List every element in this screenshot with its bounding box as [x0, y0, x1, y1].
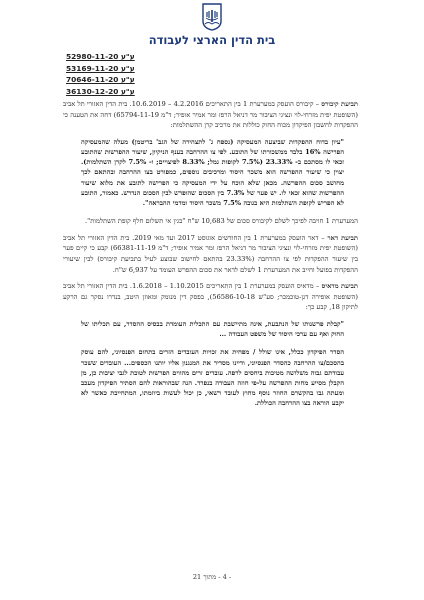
paragraph-text: – קיבורס הועסק במערערת 1 בין התאריכים 4.2.2016 – 10.6.2019. בית הדין האזורי תל אביב (השופטת יפית מזרחי-לוי ונציגי הציבור מר דניאל הרפז ומר אמיר אופיר; ד"מ 65794-11-19) דחה את הטענה כי ההפקדות לחשבון הפיקדון מכוח החוק כוללות את מרכיב קרן ההשתלמות: [63, 100, 358, 130]
section-heading: תביעת דאר [327, 233, 358, 242]
section-heading: תביעת מדאיס [321, 282, 358, 291]
page-number: - 4 - מתוך 21 [192, 573, 232, 581]
case-number: ע"ע 36130-12-20 [66, 86, 135, 96]
court-name: בית הדין הארצי לעבודה [148, 33, 276, 47]
quoted-ruling: "קבלת פרשנותו של הנתבעת, אינה מתיישבת עם התכלית העומדת בבסיס ההסדר, עם תכליתו של החוק ואף עם ערכי היסוד של משפט העבודה ... [81, 319, 344, 339]
quoted-ruling: הסדר הפיקדון ככלל, אינו שולל / מפחית את זכויות העובדים הזרים בתחום הפנסיוני, להם עוסק בהסכם/צו ההרחבה כהסדר הפנסיוני, ודיינו מסדיר את המנגנון אליו יותנו הכספים... העובדים ששכר עבודתם גבוה משלושה מטיבות ביחסים לרפה. עובדים זרים מהווים הפרשות לטובת לגבי יציבות כן, מן הקבלן מסייע מחות ההפרשה על-פי חוזה העבודה בנפרד. הנה שבהוראות להם הסתיר הפיקדון מעכב ומעתה גבו בהקשרם החוזר נוסף מחוץ לעובד רשאי, כן יכול לעשות ביוזמתו, המתחייבת כאשר לא יקבע הוראה בצו ההרחבה הכוללת. [81, 348, 344, 408]
paragraph-text: – מדאיס הועסק במערערת 1 בין התאריכים 1.10.2015 – 1.6.2018. בית הדין האזורי תל אביב (השופטת אופירה דגן-טוכמכר; סע"ש 56586-10-18), בפסק דין מנומק ומאוזן היטב, בנדרו נסקר גם הרקע לתיקון 18, קבע כך: [63, 282, 358, 312]
document-body [63, 99, 358, 570]
case-number: ע"ע 70646-11-20 [66, 75, 135, 84]
state-emblem-icon [201, 3, 223, 31]
case-numbers [66, 51, 186, 97]
case-number: ע"ע 53169-11-20 [66, 63, 135, 73]
quoted-ruling: "עיון בדוח ההפקדות שביצעה המעסיקה (נספח ג' לתצהירה של הגב' בריטמן) מעלה שהמעסיקה הפרישה 16% בלבד ממשכורתו של התובע. לפי צו ההרחבה בענף הניקיון, שיעור ההפרשות שהתובע זכאי לו מסתכם ב- 23.33% (7.5% לקופות גמל; 8.33% לפיצויים; ו- 7.5% לקרן השתלמות). יצוין כי שיעור ההפרשה הוא משכר היסוד ומרכיבים נוספים, כמפורט בצו ההרחבה ובהתאם לכך מחושב סכום ההפרשה. מכאן שלא הוכח על ידי המעסיקה כי הפרישה לתובע את מלוא שיעור ההפרשות שהוא זכאי לו. יש פער של 7.3% בין הסכום שהופרש לבין הסכום הנדרש. כאמור, התובע לא הפריש לקופת השתלמות היא בגובה 7.5% משכר היסוד ומדמי ההבראה". [81, 137, 345, 207]
paragraph-text: המערערת 1 חויבה לפיכך לשלם לקיבורס סכום של 10,683 ש"ח "בגין אי תשלום חלף קופת השתלמות". [85, 217, 358, 226]
section-dar [63, 233, 358, 275]
section-madais [63, 281, 358, 313]
section-heading: תביעת קיבורס [321, 100, 358, 108]
section-kiburs [63, 99, 358, 131]
paragraph-text: – דאר הועסק במערערת 1 בין החודשים אוגוסט 2017 ועד מאי 2019. בית הדין האזורי תל אביב (השופטת יפית מזרחי-לוי ונציגי הציבור מר דניאל הרפז ומר אמיר אופיר; ד"מ 66381-11-19) קבע כי קיים פער בין שיעור ההפקדות לפי צו ההרחבה (23.33% בהתאם לחישוב שבוצע לעיל בתביעת קיבורס) לבין שיעורי ההפקדות בפועל וחייב את המערערת 1 לשלם לדאר את סכום ההפרש העומד על 6,937 ש"ח. [63, 233, 359, 274]
case-number: ע"ע 52980-11-20 [66, 52, 135, 61]
